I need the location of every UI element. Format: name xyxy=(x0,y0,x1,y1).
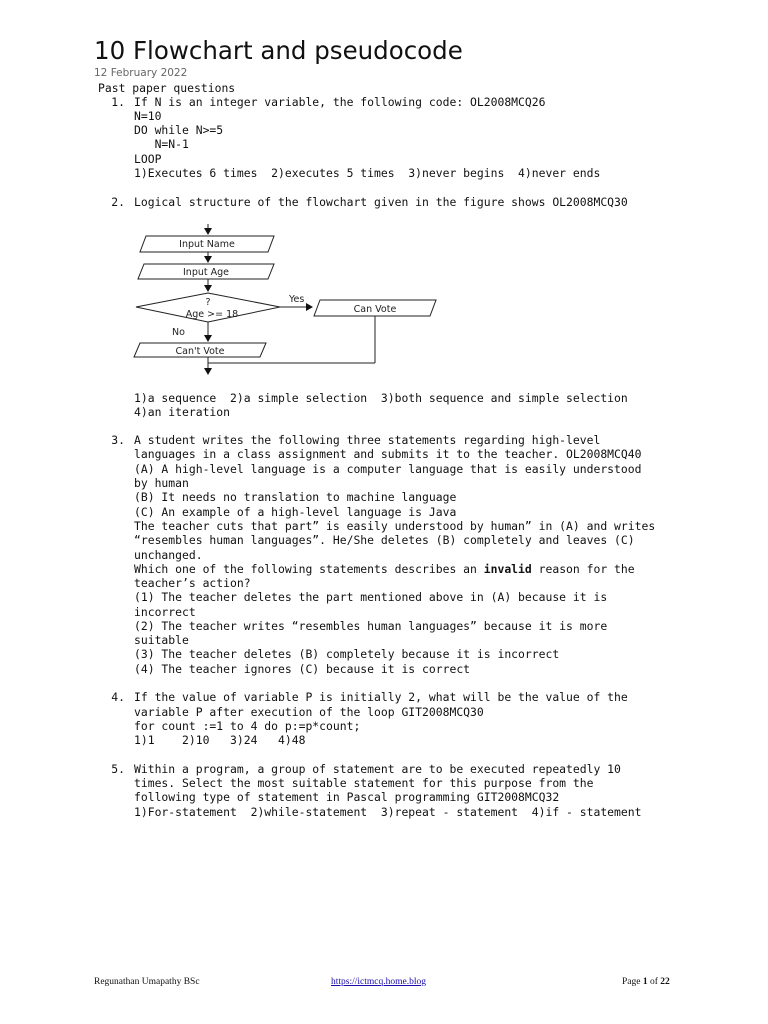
question-number: 5. xyxy=(111,762,125,776)
answer-options: 4)an iteration xyxy=(134,405,231,419)
page-date: 12 February 2022 xyxy=(94,67,188,79)
code-line: LOOP xyxy=(134,152,162,166)
question-text: (B) It needs no translation to machine language xyxy=(134,490,457,504)
question-text: Logical structure of the flowchart given in the figure shows OL2008MCQ30 xyxy=(134,195,628,209)
question-text: If the value of variable P is initially 2, what will be the value of the xyxy=(134,690,628,704)
question-text: “resembles human languages”. He/She deletes (B) completely and leaves (C) xyxy=(134,533,635,547)
answer-option: (1) The teacher deletes the part mentioned above in (A) because it is xyxy=(134,590,608,604)
question-prompt: Which one of the following statements describes an invalid reason for the xyxy=(134,562,635,576)
decision-mark: ? xyxy=(205,297,211,308)
code-line: N=10 xyxy=(134,109,162,123)
answer-option: (4) The teacher ignores (C) because it is correct xyxy=(134,662,471,676)
question-text: languages in a class assignment and submits it to the teacher. OL2008MCQ40 xyxy=(134,447,642,461)
can-vote-label: Can Vote xyxy=(353,304,397,315)
answer-options: 1)For-statement 2)while-statement 3)repeat - statement 4)if - statement xyxy=(134,805,642,819)
emphasis-word: invalid xyxy=(483,562,532,576)
no-label: No xyxy=(172,327,185,338)
answer-option: (2) The teacher writes “resembles human languages” because it is more xyxy=(134,619,608,633)
footer-page-number: Page 1 of 22 xyxy=(622,977,670,987)
question-text: times. Select the most suitable statement for this purpose from the xyxy=(134,776,594,790)
question-text: unchanged. xyxy=(134,548,203,562)
question-number: 1. xyxy=(111,95,125,109)
code-line: for count :=1 to 4 do p:=p*count; xyxy=(134,719,361,733)
answer-options: 1)1 2)10 3)24 4)48 xyxy=(134,733,306,747)
question-text: teacher’s action? xyxy=(134,576,251,590)
flowchart-figure xyxy=(132,224,438,380)
question-text: variable P after execution of the loop GIT2008MCQ30 xyxy=(134,705,484,719)
answer-option: suitable xyxy=(134,633,189,647)
answer-option: (3) The teacher deletes (B) completely because it is incorrect xyxy=(134,647,560,661)
cant-vote-label: Can't Vote xyxy=(175,346,225,357)
question-text: The teacher cuts that part” is easily understood by human” in (A) and writes xyxy=(134,519,656,533)
code-line: DO while N>=5 xyxy=(134,123,224,137)
answer-options: 1)a sequence 2)a simple selection 3)both sequence and simple selection xyxy=(134,391,628,405)
question-text: following type of statement in Pascal programming GIT2008MCQ32 xyxy=(134,790,560,804)
input-name-label: Input Name xyxy=(179,239,235,250)
answer-option: incorrect xyxy=(134,605,196,619)
page-title: 10 Flowchart and pseudocode xyxy=(94,36,463,65)
question-number: 2. xyxy=(111,195,125,209)
question-text: If N is an integer variable, the following code: OL2008MCQ26 xyxy=(134,95,546,109)
question-text: (C) An example of a high-level language is Java xyxy=(134,505,457,519)
code-line: N=N-1 xyxy=(134,137,189,151)
answer-options: 1)Executes 6 times 2)executes 5 times 3)never begins 4)never ends xyxy=(134,166,601,180)
input-age-label: Input Age xyxy=(183,267,229,278)
question-text: Within a program, a group of statement are to be executed repeatedly 10 xyxy=(134,762,621,776)
question-text: (A) A high-level language is a computer language that is easily understood xyxy=(134,462,642,476)
question-text: by human xyxy=(134,476,189,490)
footer-author: Regunathan Umapathy BSc xyxy=(94,977,200,987)
decision-condition: Age >= 18 xyxy=(185,309,239,320)
section-heading: Past paper questions xyxy=(98,81,236,95)
question-number: 4. xyxy=(111,690,125,704)
yes-label: Yes xyxy=(289,294,305,305)
question-number: 3. xyxy=(111,433,125,447)
question-text: A student writes the following three statements regarding high-level xyxy=(134,433,601,447)
footer-link-wrap xyxy=(331,977,426,987)
footer-link[interactable]: https://ictmcq.home.blog xyxy=(331,977,426,987)
